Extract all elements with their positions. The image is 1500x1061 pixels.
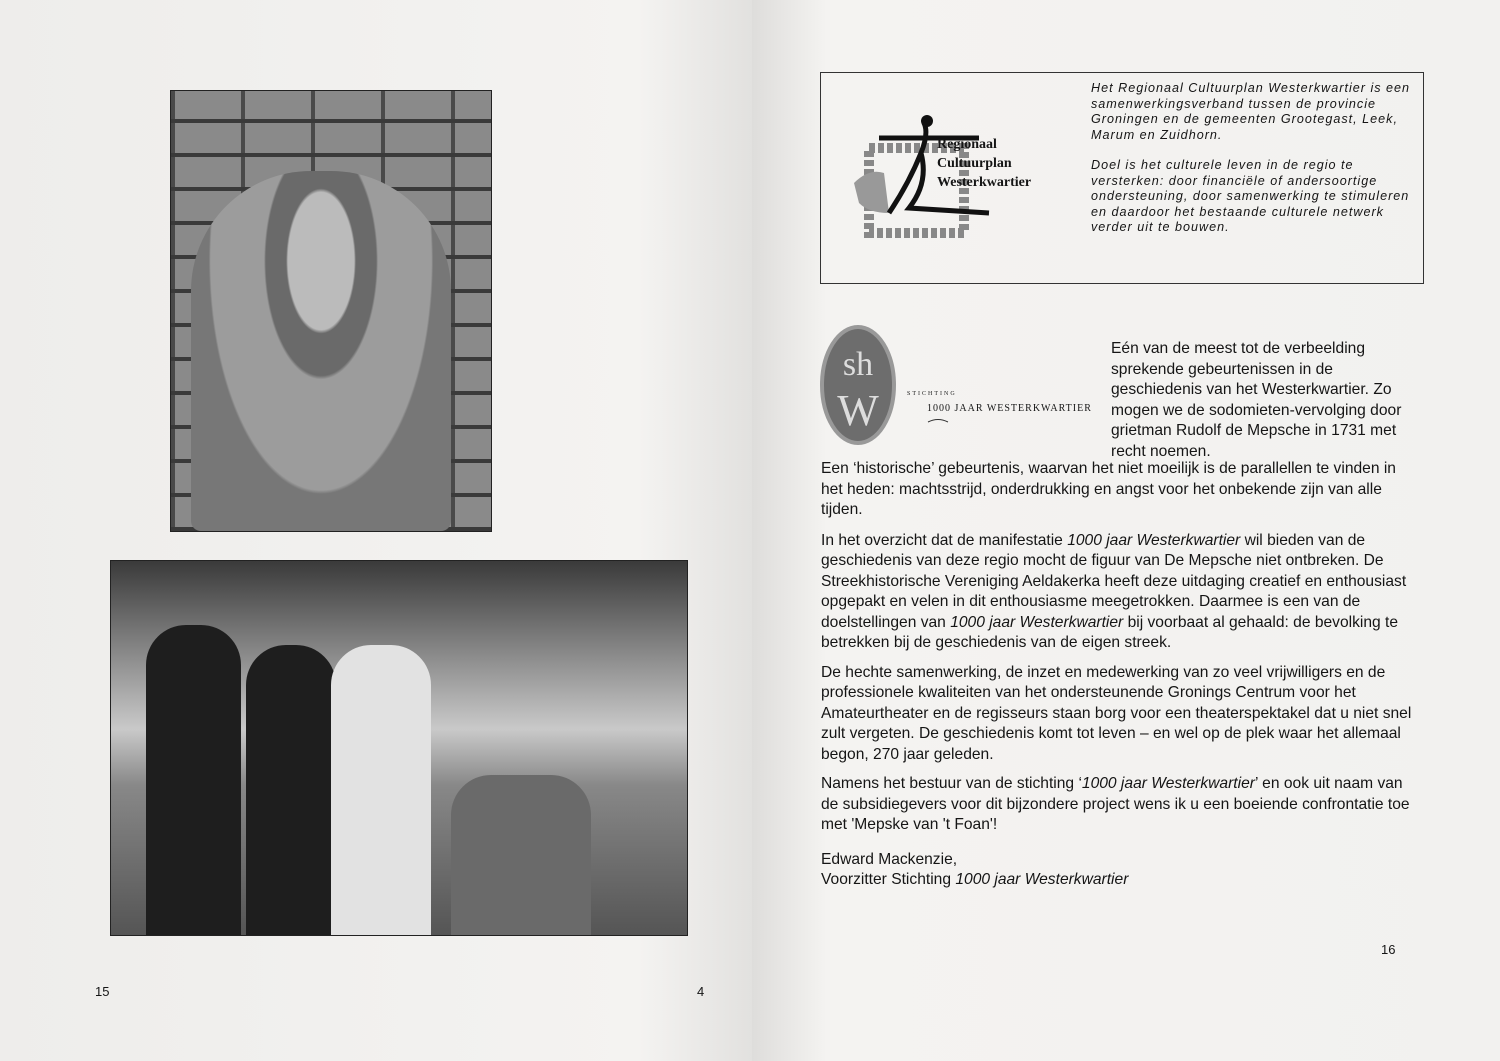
box-paragraph: Het Regionaal Cultuurplan Westerkwartier is een samenwerkingsverband tussen de provincie Groningen en de gemeenten Grootegast, Leek, Marum en Zuidhorn.: [1091, 81, 1411, 142]
intro-paragraph: Eén van de meest tot de verbeelding sprekende gebeurtenissen in de geschiedenis van het Westerkwartier. Zo mogen we de sodomieten-vervolging door grietman Rudolf de Mepsche in 1731 met recht noemen.: [1111, 340, 1402, 460]
photo-person: [246, 645, 336, 935]
box-paragraph: Doel is het culturele leven in de regio te versterken: door financiële of andersoortige ondersteuning, door samenwerking te stimuleren en daardoor het bestaande culturele netwerk verder uit te bouwen.: [1091, 158, 1410, 234]
stichting-logo-small: STICHTING: [907, 391, 957, 397]
paragraph: De hechte samenwerking, de inzet en medewerking van zo veel vrijwilligers en de professionele kwaliteiten van het ondersteunende Gronings Centrum voor het Amateurtheater en de regisseurs staan borg voor een theaterspektakel dat u niet snel zult vergeten. De geschiedenis komt tot leven – en wel op de plek waar het allemaal begon, 270 jaar geleden.: [821, 663, 1412, 763]
page-number: 16: [1381, 942, 1396, 957]
signature: [821, 850, 1416, 891]
text: ’ en ook uit naam van de subsidiegevers voor dit bijzondere project wens ik u een boeiende confrontatie toe met 'Mepske van 't Foan'!: [821, 775, 1410, 833]
text: Voorzitter Stichting: [821, 871, 956, 888]
photo-person: [146, 625, 241, 935]
paragraph: [821, 531, 1416, 654]
article-body: [821, 459, 1416, 900]
italic-text: 1000 jaar Westerkwartier: [955, 871, 1129, 888]
photo-person: [331, 645, 431, 935]
photo-person: [451, 775, 591, 935]
paragraph: [821, 774, 1416, 836]
signature-name: Edward Mackenzie,: [821, 850, 958, 868]
text: wil bieden van de geschiedenis van deze regio mocht de figuur van De Mepsche niet ontbreken. De Streekhistorische Vereniging Aeldakerka heeft deze uitdaging creatief en enthousiast opgepakt en velen in dit enthousiasme meegetrokken. Daarmee is een van de doelstellingen van: [821, 531, 1407, 631]
svg-text:sh: sh: [842, 346, 874, 383]
page-number: 15: [95, 984, 110, 999]
page-number: 4: [697, 984, 705, 999]
text: bij voorbaat al gehaald: de bevolking te betrekken bij de geschiedenis van de eigen streek.: [821, 613, 1399, 651]
paragraph: Een ‘historische’ gebeurtenis, waarvan het niet moeilijk is de parallellen te vinden in het heden: machtsstrijd, onderdrukking en angst voor het onbekende zijn van alle tijden.: [821, 460, 1396, 518]
italic-text: 1000 jaar Westerkwartier: [1081, 775, 1255, 792]
photo-portrait-man: [170, 90, 492, 532]
svg-text:W: W: [837, 386, 879, 435]
photo-performers-group: [110, 560, 688, 936]
text: In het overzicht dat de manifestatie: [821, 531, 1068, 549]
cultuurplan-box: [820, 72, 1424, 284]
stichting-logo: [818, 325, 1118, 450]
cultuurplan-logo-text: Regionaal Cultuurplan Westerkwartier: [937, 137, 1032, 190]
italic-text: 1000 jaar Westerkwartier: [1067, 531, 1241, 549]
text: Namens het bestuur van de stichting ‘: [821, 775, 1082, 792]
photo-person: [191, 171, 451, 531]
italic-text: 1000 jaar Westerkwartier: [950, 613, 1124, 631]
stichting-logo-name: 1000 JAAR WESTERKWARTIER: [927, 403, 1092, 414]
